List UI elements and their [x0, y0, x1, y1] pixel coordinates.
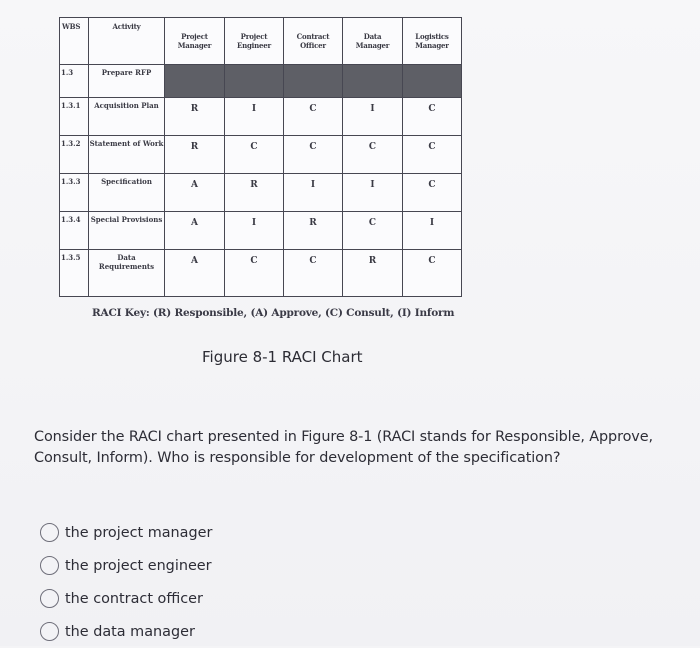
- raci-code-cell: C: [403, 250, 462, 297]
- option-label: the project engineer: [65, 557, 212, 574]
- raci-code-cell: R: [165, 98, 225, 136]
- wbs-cell: 1.3: [60, 65, 89, 98]
- header-wbs: WBS: [60, 18, 89, 65]
- raci-code-cell: C: [343, 136, 403, 174]
- header-line: Project: [181, 32, 208, 41]
- radio-button-icon[interactable]: [40, 556, 59, 575]
- raci-code-cell: R: [165, 136, 225, 174]
- raci-code-cell: R: [284, 212, 343, 250]
- activity-cell: Data Requirements: [89, 250, 165, 297]
- raci-code-cell: C: [403, 174, 462, 212]
- answer-options: [40, 516, 212, 648]
- header-project-manager: [165, 18, 225, 65]
- raci-code-cell: C: [225, 136, 284, 174]
- header-line: Data: [363, 32, 382, 41]
- option-label: the contract officer: [65, 590, 203, 607]
- shaded-cell: [165, 65, 225, 98]
- raci-code-cell: C: [403, 136, 462, 174]
- wbs-cell: 1.3.2: [60, 136, 89, 174]
- wbs-cell: 1.3.5: [60, 250, 89, 297]
- question-text: Consider the RACI chart presented in Figure 8-1 (RACI stands for Responsible, Approve, Consult, Inform). Who is responsible for development of the specification?: [34, 429, 653, 466]
- radio-button-icon[interactable]: [40, 523, 59, 542]
- header-line: Officer: [300, 41, 326, 50]
- raci-code-cell: C: [284, 250, 343, 297]
- raci-code-cell: I: [225, 212, 284, 250]
- raci-code-cell: I: [225, 98, 284, 136]
- radio-button-icon[interactable]: [40, 622, 59, 641]
- raci-chart-table: [59, 17, 462, 297]
- raci-code-cell: A: [165, 250, 225, 297]
- header-data-manager: [343, 18, 403, 65]
- answer-option-contract-officer[interactable]: [40, 582, 212, 615]
- raci-code-cell: R: [225, 174, 284, 212]
- answer-option-data-manager[interactable]: [40, 615, 212, 648]
- table-row: [60, 250, 462, 297]
- wbs-cell: 1.3.4: [60, 212, 89, 250]
- answer-option-project-manager[interactable]: [40, 516, 212, 549]
- table-row: [60, 65, 462, 98]
- header-project-engineer: [225, 18, 284, 65]
- answer-option-project-engineer[interactable]: [40, 549, 212, 582]
- header-logistics-manager: [403, 18, 462, 65]
- option-label: the data manager: [65, 623, 195, 640]
- raci-code-cell: I: [343, 98, 403, 136]
- header-contract-officer: [284, 18, 343, 65]
- shaded-cell: [225, 65, 284, 98]
- header-line: Contract: [296, 32, 330, 41]
- raci-code-cell: C: [284, 136, 343, 174]
- shaded-cell: [343, 65, 403, 98]
- header-line: Manager: [415, 41, 449, 50]
- table-row: [60, 174, 462, 212]
- raci-code-cell: I: [343, 174, 403, 212]
- raci-code-cell: C: [225, 250, 284, 297]
- activity-cell: Prepare RFP: [89, 65, 165, 98]
- header-activity: Activity: [89, 18, 165, 65]
- radio-button-icon[interactable]: [40, 589, 59, 608]
- activity-cell: Statement of Work: [89, 136, 165, 174]
- header-line: Manager: [177, 41, 212, 50]
- raci-code-cell: R: [343, 250, 403, 297]
- raci-code-cell: C: [284, 98, 343, 136]
- activity-cell: Acquisition Plan: [89, 98, 165, 136]
- wbs-cell: 1.3.1: [60, 98, 89, 136]
- figure-caption: Figure 8-1 RACI Chart: [202, 348, 363, 366]
- activity-cell: Specification: [89, 174, 165, 212]
- table-row: [60, 212, 462, 250]
- raci-code-cell: I: [284, 174, 343, 212]
- wbs-cell: 1.3.3: [60, 174, 89, 212]
- raci-code-cell: I: [403, 212, 462, 250]
- raci-code-cell: C: [403, 98, 462, 136]
- header-line: Logistics: [415, 32, 449, 41]
- raci-code-cell: A: [165, 212, 225, 250]
- header-line: Engineer: [236, 41, 272, 50]
- table-row: [60, 98, 462, 136]
- raci-code-cell: C: [343, 212, 403, 250]
- header-line: Project: [240, 32, 268, 41]
- raci-key: RACI Key: (R) Responsible, (A) Approve, (C) Consult, (I) Inform: [92, 307, 455, 319]
- table-row: [60, 136, 462, 174]
- raci-header-row: [60, 18, 462, 65]
- option-label: the project manager: [65, 524, 213, 541]
- shaded-cell: [403, 65, 462, 98]
- shaded-cell: [284, 65, 343, 98]
- header-line: Manager: [355, 41, 390, 50]
- activity-cell: Special Provisions: [89, 212, 165, 250]
- raci-code-cell: A: [165, 174, 225, 212]
